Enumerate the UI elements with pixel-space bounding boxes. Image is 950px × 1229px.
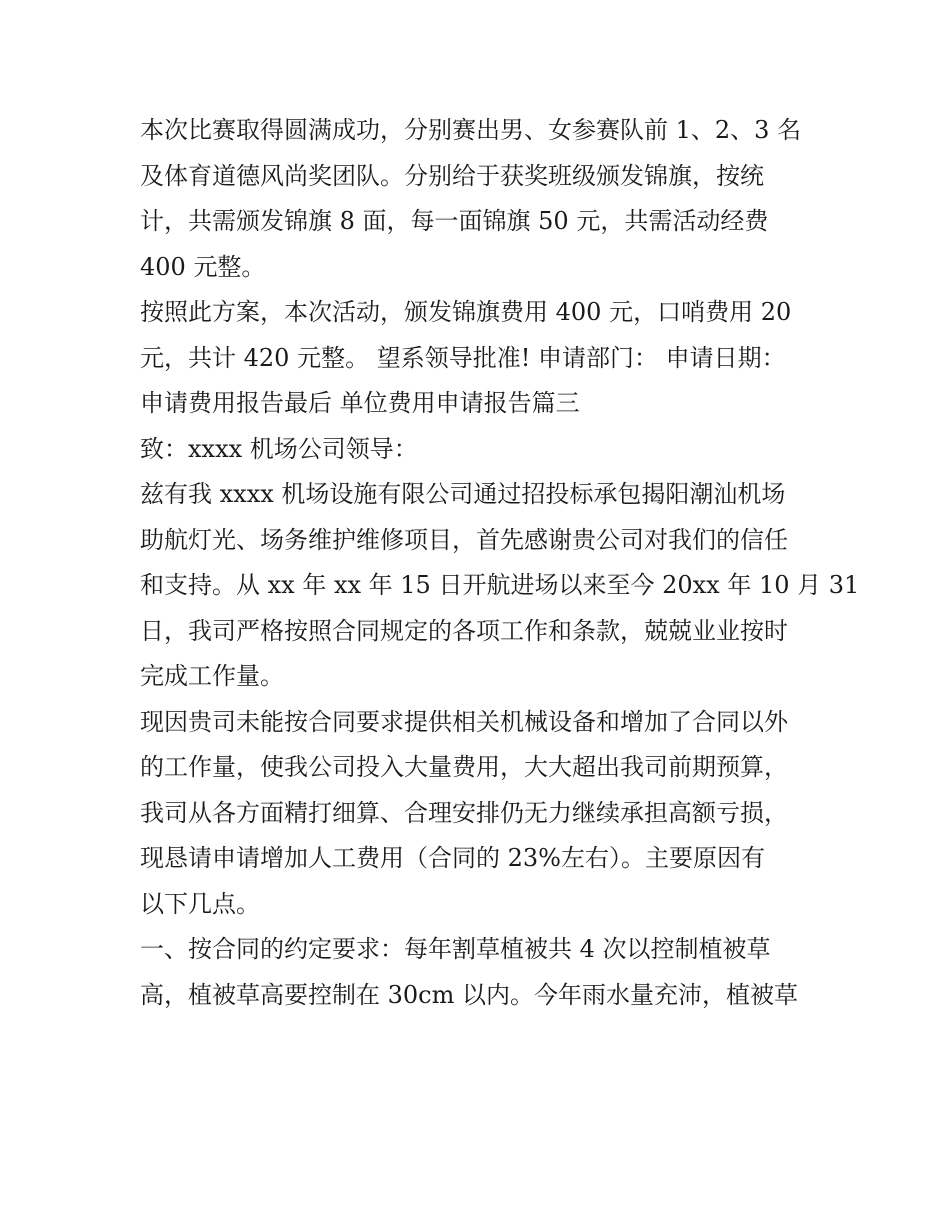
text-line: 以下几点。 (140, 889, 260, 918)
text-line: 按照此方案，本次活动，颁发锦旗费用 400 元，口哨费用 20 (140, 298, 792, 326)
text-line: 现恳请申请增加人工费用（合同的 23%左右）。主要原因有 (140, 844, 765, 872)
text-line: 兹有我 xxxx 机场设施有限公司通过招投标承包揭阳潮汕机场 (140, 480, 786, 508)
text-line: 完成工作量。 (140, 662, 284, 690)
text-line: 计，共需颁发锦旗 8 面，每一面锦旗 50 元，共需活动经费 (140, 207, 769, 235)
text-line: 现因贵司未能按合同要求提供相关机械设备和增加了合同以外 (140, 707, 788, 736)
text-line: 400 元整。 (140, 252, 266, 281)
text-line: 一、按合同的约定要求：每年割草植被共 4 次以控制植被草 (140, 935, 771, 963)
text-line: 高，植被草高要控制在 30cm 以内。今年雨水量充沛，植被草 (140, 980, 798, 1009)
text-line: 日，我司严格按照合同规定的各项工作和条款，兢兢业业按时 (140, 616, 788, 645)
text-line: 及体育道德风尚奖团队。分别给于获奖班级颁发锦旗，按统 (140, 161, 764, 190)
text-line: 和支持。从 xx 年 xx 年 15 日开航进场以来至今 20xx 年 10 月 31 (140, 571, 860, 599)
text-line: 申请费用报告最后 单位费用申请报告篇三 (140, 389, 580, 417)
text-line: 本次比赛取得圆满成功，分别赛出男、女参赛队前 1、2、3 名 (140, 116, 802, 144)
text-line: 元，共计 420 元整。 望系领导批准! 申请部门： 申请日期： (140, 343, 786, 372)
text-line: 致：xxxx 机场公司领导： (140, 434, 418, 463)
text-line: 助航灯光、场务维护维修项目，首先感谢贵公司对我们的信任 (140, 525, 788, 554)
document-body (140, 108, 860, 1018)
text-line: 我司从各方面精打细算、合理安排仍无力继续承担高额亏损， (140, 798, 788, 827)
text-line: 的工作量，使我公司投入大量费用，大大超出我司前期预算， (140, 753, 788, 781)
